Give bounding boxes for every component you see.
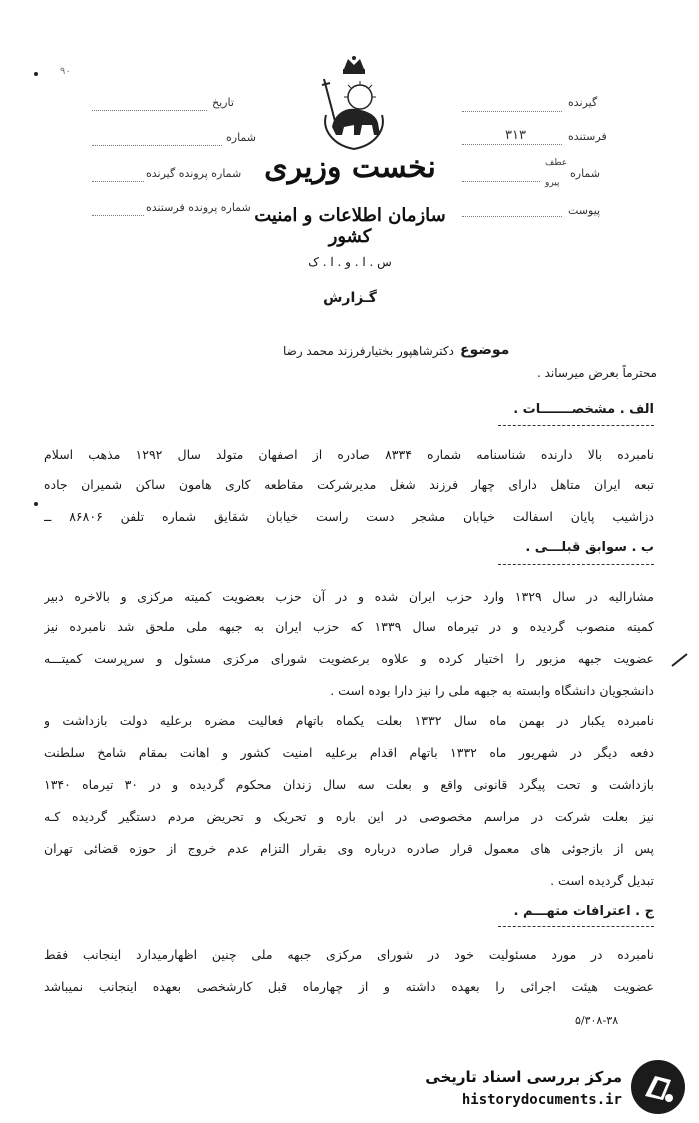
archive-website: historydocuments.ir [461, 1092, 622, 1108]
body-line: مشارالیه در سال ۱۳۲۹ وارد حزب ایران شده و در آن حزب بعضویت کمیته مرکزی و بالاخره دبیر [44, 589, 654, 604]
body-line: تبعه ایران متاهل دارای چهار فرزند شغل مدیرشرکت مقاطعه کاری هامون ساکن شمیران جاده [44, 477, 654, 492]
number-label-left: شماره [226, 131, 257, 144]
receiver-label: گیرنده [568, 96, 598, 109]
lion-and-sun-emblem-icon [314, 55, 394, 155]
greeting: محترماً بعرض میرساند . [536, 366, 657, 380]
section-a-underline [498, 425, 654, 426]
subject-label: موضوع [460, 342, 510, 358]
organization-name: سازمان اطلاعات و امنیت کشور [254, 205, 446, 247]
number-sub-top: عطف [545, 158, 568, 168]
body-line: نامبرده بالا دارنده شناسنامه شماره ۸۳۳۴ صادره از اصفهان متولد سال ۱۲۹۲ مذهب اسلام [44, 447, 654, 462]
top-mark: ۹۰ [60, 66, 71, 77]
receiver-file-label: شماره پرونده گیرنده [146, 167, 242, 180]
margin-pen-mark-icon [670, 650, 690, 670]
receiver-file-line [92, 181, 144, 182]
body-line: عضویت جبهه مزبور را اختیار کرده و علاوه برعضویت شورای مرکزی مسئول و سرپرست کمیتـــه [44, 651, 654, 666]
archive-name: مرکز بررسی اسناد تاریخی [425, 1068, 622, 1086]
sender-file-label: شماره پرونده فرستنده [146, 201, 251, 214]
date-label: تاریخ [212, 96, 234, 109]
body-line: نامبرده در مورد مسئولیت خود در شورای مرکزی جبهه ملی چنین اظهارمیدارد اینجانب فقط [44, 947, 654, 962]
section-c-heading: ج . اعترافات متهـــم . [513, 904, 654, 919]
attachment-line [462, 216, 562, 217]
section-a-heading: الف . مشخصـــــــات . [513, 402, 654, 417]
sender-label: فرستنده [568, 130, 607, 143]
section-b-heading: ب . سوابق قبلـــی . [525, 540, 654, 555]
body-line: دزاشیب پایان اسفالت خیابان مشجر دست راست خیابان شقایق شماره تلفن ۸۶۸۰۶ ــ [44, 509, 654, 524]
body-line: کمیته منصوب گردیده و در تیرماه سال ۱۳۳۹ که حزب ایران به جبهه ملی ملحق شد نامبرده نیز [44, 619, 654, 634]
body-line: تبدیل گردیده است . [550, 873, 654, 888]
date-line [92, 110, 207, 111]
margin-dot [34, 72, 38, 76]
archive-logo-icon [631, 1060, 685, 1114]
section-b-underline [498, 564, 654, 565]
body-line: عضویت هیئت اجرائی را بعهده داشته و از چهارماه قبل کارشخصی بعهده اینجانب نمیباشد [44, 979, 654, 994]
subject-text: دکترشاهپور بختیارفرزند محمد رضا [282, 344, 454, 358]
body-line: نیز بعلت شرکت در مراسم مخصوصی در این باره و تحریک و تحریض مردم دستگیر گردیده کـه [44, 809, 654, 824]
body-line: دانشجویان دانشگاه وابسته به جبهه ملی را نیز دارا بوده است . [330, 683, 654, 698]
body-line: دفعه دیگر در شهریور ماه ۱۳۳۲ باتهام اقدام برعلیه امنیت کشور و اهانت بمقام شامخ سلطنت [44, 745, 654, 760]
body-line: پس از بازجوئی های معمول قرار صادره درباره وی بقرار التزام عدم خروج از حوزه قضائی تهران [44, 841, 654, 856]
number-sub-bottom: پیرو [545, 178, 560, 188]
section-c-underline [498, 926, 654, 927]
sender-line [462, 144, 562, 145]
ministry-title: نخست وزیری [264, 150, 436, 185]
sender-value: ۳۱۳ [505, 128, 526, 143]
number-label-right: شماره [570, 167, 601, 180]
receiver-line [462, 111, 562, 112]
page-number: ۵/۳۰۸-۳۸ [575, 1014, 619, 1027]
margin-dot [34, 502, 38, 506]
number-line-left [92, 145, 222, 146]
number-line-right [462, 181, 540, 182]
body-line: نامبرده یکبار در بهمن ماه سال ۱۳۳۲ بعلت یکماه باتهام فعالیت مضره برعلیه دولت بازداشت و [44, 713, 654, 728]
report-title: گـزارش [323, 290, 377, 306]
body-line: بازداشت و تحت پیگرد قانونی واقع و بعلت سه سال زندان محکوم گردیده و در ۳۰ تیرماه ۱۳۴۰ [44, 777, 654, 792]
organization-code: س . ا . و . ا . ک [308, 255, 392, 269]
sender-file-line [92, 215, 144, 216]
attachment-label: پیوست [568, 204, 601, 217]
